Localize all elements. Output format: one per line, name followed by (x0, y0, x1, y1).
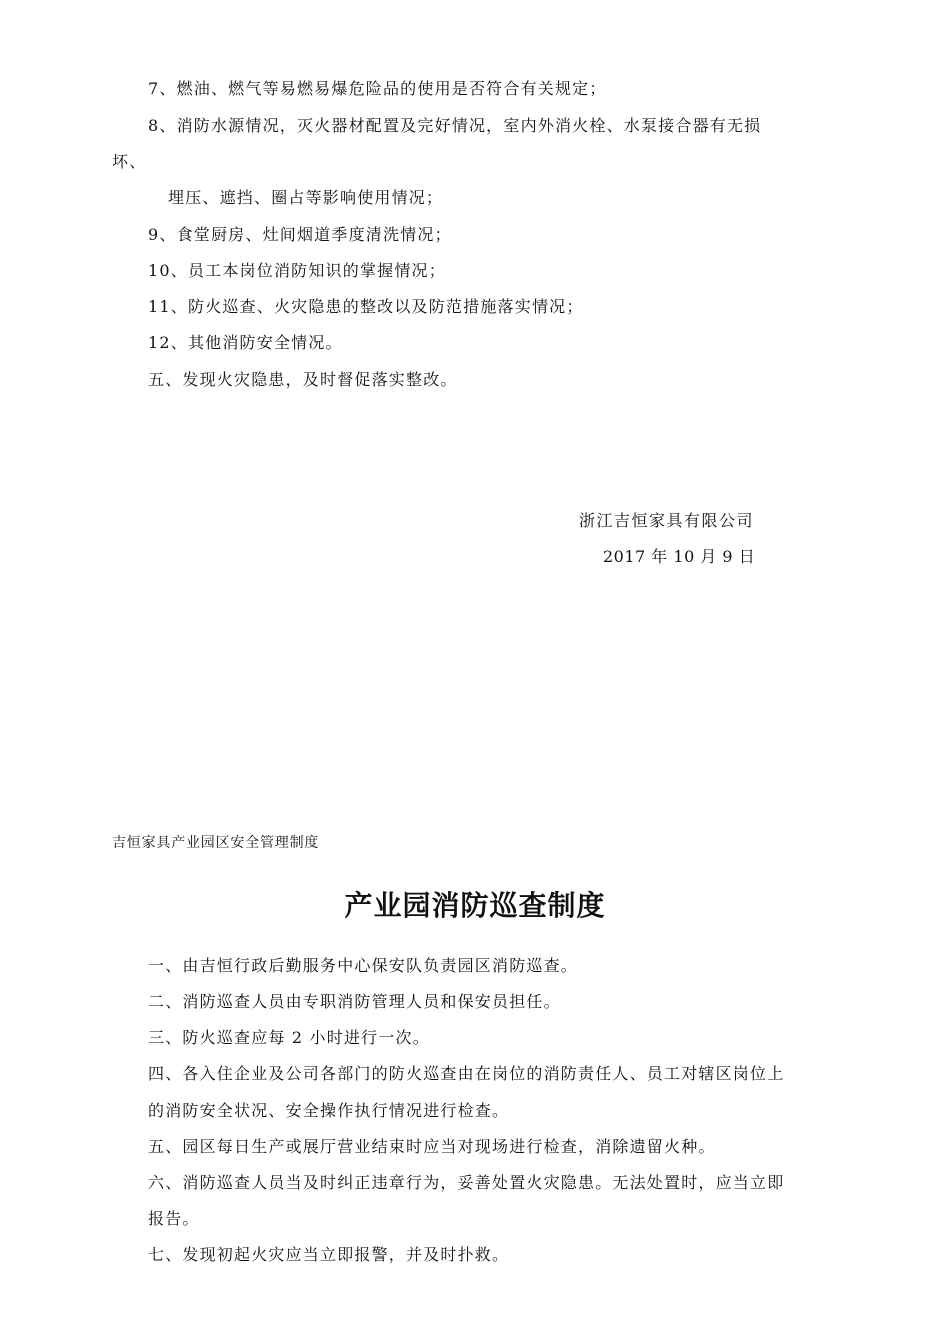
page2-item-7: 七、发现初起火灾应当立即报警，并及时扑救。 (148, 1245, 510, 1264)
page2-item-4-cont: 的消防安全状况、安全操作执行情况进行检查。 (148, 1101, 510, 1120)
page2-item-6: 六、消防巡查人员当及时纠正违章行为，妥善处置火灾隐患。无法处置时，应当立即 (148, 1173, 785, 1192)
page1-item-7: 7、燃油、燃气等易燃易爆危险品的使用是否符合有关规定； (148, 79, 607, 98)
page1-item-10: 10、员工本岗位消防知识的掌握情况； (148, 261, 446, 280)
page2-item-1: 一、由吉恒行政后勤服务中心保安队负责园区消防巡查。 (148, 956, 579, 975)
document-header: 吉恒家具产业园区安全管理制度 (112, 835, 320, 851)
page2-item-2: 二、消防巡查人员由专职消防管理人员和保安员担任。 (148, 992, 561, 1011)
page1-item-8: 8、消防水源情况，灭火器材配置及完好情况，室内外消火栓、水泵接合器有无损 (148, 116, 762, 135)
page1-item-5: 五、发现火灾隐患，及时督促落实整改。 (148, 370, 458, 389)
page1-item-11: 11、防火巡查、火灾隐患的整改以及防范措施落实情况； (148, 297, 584, 316)
page2-item-6-cont: 报告。 (148, 1209, 200, 1228)
page2-item-5: 五、园区每日生产或展厅营业结束时应当对现场进行检查，消除遗留火种。 (148, 1137, 716, 1156)
page-title: 产业园消防巡查制度 (344, 889, 606, 922)
page1-item-9: 9、食堂厨房、灶间烟道季度清洗情况； (148, 225, 452, 244)
signature-date: 2017 年 10 月 9 日 (603, 547, 756, 566)
signature-company: 浙江吉恒家具有限公司 (579, 511, 755, 530)
page1-item-12: 12、其他消防安全情况。 (148, 333, 343, 352)
page1-item-8-wrap: 坏、 (112, 152, 147, 171)
page2-item-4: 四、各入住企业及公司各部门的防火巡查由在岗位的消防责任人、员工对辖区岗位上 (148, 1064, 785, 1083)
page2-item-3: 三、防火巡查应每 2 小时进行一次。 (148, 1028, 430, 1047)
page1-item-8-cont: 埋压、遮挡、圈占等影响使用情况； (168, 188, 444, 207)
